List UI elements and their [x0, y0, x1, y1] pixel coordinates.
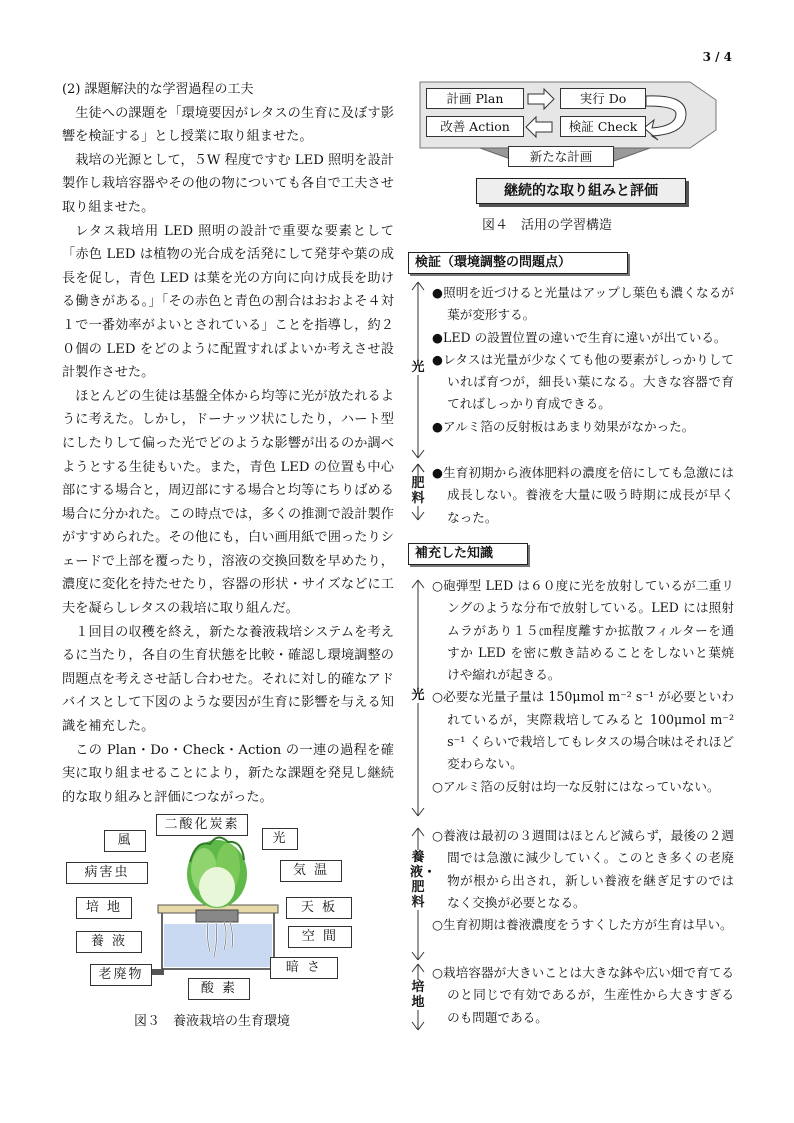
pdca-check: 検証 Check — [560, 116, 646, 137]
list-item: ●アルミ箔の反射板はあまり効果がなかった。 — [432, 418, 695, 434]
knowledge-nutrient-list — [432, 825, 734, 936]
factor-medium: 培 地 — [76, 897, 132, 919]
paragraph: 生徒への課題を「環境要因がレタスの生育に及ぼす影響を検証する」とし授業に取り組ませた。 — [62, 105, 394, 145]
factor-oxygen: 酸 素 — [188, 978, 250, 1000]
knowledge-medium-list — [432, 962, 734, 1029]
section-verification-title: 検証（環境調整の問題点） — [408, 252, 628, 274]
pdca-banner: 継続的な取り組みと評価 — [476, 178, 686, 204]
left-column — [62, 78, 394, 809]
factor-nutrient-solution: 養 液 — [76, 931, 142, 953]
paragraph: この Plan・Do・Check・Action の一連の過程を確実に取り組ませることにより，新たな課題を発見し継続的な取り組みと評価につながった。 — [62, 742, 394, 805]
section-heading: (2) 課題解決的な学習過程の工夫 — [62, 82, 254, 97]
range-bracket-light — [408, 280, 428, 490]
pdca-do: 実行 Do — [560, 88, 646, 109]
knowledge-light-list — [432, 575, 734, 798]
section-knowledge-title: 補充した知識 — [408, 543, 528, 565]
factor-space: 空 間 — [288, 926, 352, 948]
paragraph: レタス栽培用 LED 照明の設計で重要な要素として「赤色 LED は植物の光合成を活発にして発芽や葉の成長を促し，青色 LED は葉を光の方向に向け成長を助ける働きがある。」「その赤色と青色の割合はおおよそ４対１で一番効率がよいとされている」ことを指導し，約２０個の LED をどのように配置すればよいか考えさせ設計製作させた。 — [62, 223, 394, 381]
list-item: ○生育初期は養液濃度をうすくした方が生育は早い。 — [432, 917, 733, 933]
list-item: ●照明を近づけると光量はアップし葉色も濃くなるが葉が変形する。 — [432, 285, 734, 323]
verification-fertilizer-list — [432, 462, 734, 529]
paragraph: ほとんどの生徒は基盤全体から均等に光が放たれるように考えた。しかし，ドーナッツ状にしたり，ハート型にしたりして偏った光でどのような影響が出るのか調べようとする生徒もいた。また，青色 LED の位置も中心部にする場合と，周辺部にする場合と均等にちりばめる場合に分かれた。この時点では，多くの推測で設計製作がすすめられた。その他にも，白い画用紙で囲ったりシェードで上部を覆ったり，溶液の交換回数を早めたり，濃度に変化を持たせたり，容器の形状・サイズなどに工夫を凝らしレタスの栽培に取り組んだ。 — [62, 388, 394, 617]
category-fertilizer: 肥料 — [411, 476, 425, 506]
paragraph: １回目の収穫を終え，新たな養液栽培システムを考えるに当たり，各自の生育状態を比較・確認し環境調整の問題点を考えさせ話し合わせた。それに対し的確なアドバイスとして下図のような要因が生育に影響を与える知識を補充した。 — [62, 624, 394, 735]
factor-darkness: 暗 さ — [270, 957, 338, 979]
pdca-action: 改善 Action — [426, 116, 524, 137]
category-light-2: 光 — [411, 688, 425, 703]
list-item: ○アルミ箔の反射は均一な反射にはなっていない。 — [432, 778, 720, 794]
list-item: ○養液は最初の３週間はほとんど減らず，最後の２週間では急激に減少していく。このとき多くの老廃物が根から出され，新しい養液を継ぎ足すのではなく交換が必要となる。 — [432, 828, 734, 910]
category-nutrient-fertilizer: 養液・肥料 — [410, 850, 437, 910]
list-item: ●レタスは光量が少なくても他の要素がしっかりしていれば育つが，細長い葉になる。大きな容器で育てればしっかり育成できる。 — [432, 351, 734, 412]
list-item: ○必要な光量子量は 150μmol m⁻² s⁻¹ が必要といわれているが，実際栽培してみると 100μmol m⁻² s⁻¹ くらいで栽培してもレタスの場合味はそれほど変わらない。 — [432, 689, 734, 772]
page-number: 3 / 4 — [702, 50, 732, 64]
factor-temperature: 気 温 — [280, 860, 342, 882]
list-item: ●LED の設置位置の違いで生育に違いが出ている。 — [432, 329, 727, 345]
factor-light: 光 — [262, 828, 298, 850]
figure-growth-environment — [58, 812, 378, 1042]
category-medium: 培地 — [411, 980, 425, 1010]
paragraph: 栽培の光源として，５W 程度ですむ LED 照明を設計製作し栽培容器やその他の物についても各自で工夫させ取り組ませた。 — [62, 152, 394, 215]
factor-wind: 風 — [104, 830, 146, 852]
pdca-plan: 計画 Plan — [426, 88, 524, 109]
category-light: 光 — [411, 360, 425, 375]
verification-light-list — [432, 282, 734, 438]
figure4-caption: 図４ 活用の学習構造 — [482, 218, 613, 233]
list-item: ○栽培容器が大きいことは大きな鉢や広い畑で育てるのと同じで有効であるが，生産性から大きすぎるのも問題である。 — [432, 965, 734, 1025]
pdca-new-plan: 新たな計画 — [508, 146, 614, 167]
factor-pests: 病害虫 — [66, 862, 148, 884]
list-item: ○砲弾型 LED は６０度に光を放射しているが二重リングのような分布で放射している。LED には照射ムラがあり１５㎝程度離すか拡散フィルターを通すか LED を密に敷き詰めることをしないと葉焼けや縮れが起きる。 — [432, 578, 734, 683]
list-item: ●生育初期から液体肥料の濃度を倍にしても急激には成長しない。養液を大量に吸う時期に成長が早くなった。 — [432, 465, 734, 525]
factor-waste: 老廃物 — [90, 964, 152, 986]
factor-co2: 二酸化炭素 — [156, 814, 248, 836]
figure-pdca-cycle — [404, 78, 736, 238]
factor-top-plate: 天 板 — [286, 897, 352, 919]
figure3-caption: 図３ 養液栽培の生育環境 — [134, 1014, 291, 1029]
